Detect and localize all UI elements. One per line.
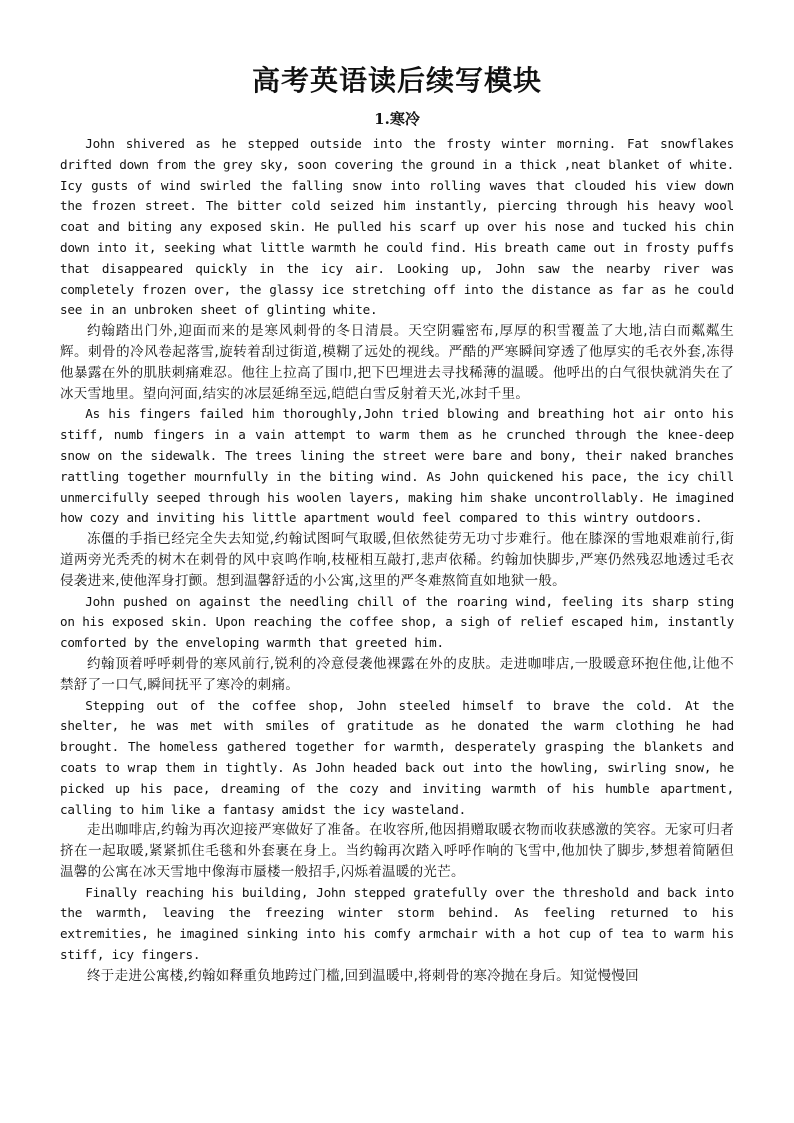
paragraph-en-5: Finally reaching his building, John stepped gratefully over the threshold and back into the warmth, leaving the freezing winter storm behind. As feeling returned to his extremities, he imagined sinking into his comfy armchair with a hot cup of tea to warm his stiff, icy fingers. <box>60 884 734 963</box>
paragraph-zh-2: 冻僵的手指已经完全失去知觉,约翰试图呵气取暖,但依然徒劳无功寸步难行。他在膝深的雪地艰难前行,街道两旁光秃秃的树木在刺骨的风中哀鸣作响,枝桠相互敲打,悲声依稀。约翰加快脚步,严寒仍然残忍地透过毛衣侵袭进来,使他浑身打颤。想到温馨舒适的小公寓,这里的严冬难熬简直如地狱一般。 <box>60 531 734 589</box>
document-title: 高考英语读后续写模块 <box>251 64 542 97</box>
document-page <box>60 62 734 987</box>
section-heading: 1.寒冷 <box>374 110 420 128</box>
paragraph-zh-5: 终于走进公寓楼,约翰如释重负地跨过门槛,回到温暖中,将刺骨的寒冷抛在身后。知觉慢慢回 <box>87 967 639 984</box>
paragraph-en-2: As his fingers failed him thoroughly,John tried blowing and breathing hot air onto his stiff, numb fingers in a vain attempt to warm them as he crunched through the knee-deep snow on the sidewalk. The trees lining the street were bare and bony, their naked branches rattling together mournfully in the biting wind. As John quickened his pace, the icy chill unmercifully seeped through his woolen layers, making him shake uncontrollably. He imagined how cozy and inviting his little apartment would feel compared to this wintry outdoors. <box>60 406 734 526</box>
paragraph-en-4: Stepping out of the coffee shop, John steeled himself to brave the cold. At the shelter, he was met with smiles of gratitude as he donated the warm clothing he had brought. The homeless gathered together for warmth, desperately grasping the blankets and coats to wrap them in tightly. As John headed back out into the howling, swirling snow, he picked up his pace, dreaming of the cozy and inviting warmth of his humble apartment, calling to him like a fantasy amidst the icy wasteland. <box>60 697 734 817</box>
paragraph-en-1: John shivered as he stepped outside into the frosty winter morning. Fat snowflakes drifted down from the grey sky, soon covering the ground in a thick ,neat blanket of white. Icy gusts of wind swirled the falling snow into rolling waves that clouded his view down the frozen street. The bitter cold seized him instantly, piercing through his heavy wool coat and biting any exposed skin. He pulled his scarf up over his nose and tucked his chin down into it, seeking what little warmth he could find. His breath came out in frosty puffs that disappeared quickly in the icy air. Looking up, John saw the nearby river was completely frozen over, the glassy ice stretching off into the distance as far as he could see in an unbroken sheet of glinting white. <box>60 136 734 318</box>
paragraph-zh-1: 约翰踏出门外,迎面而来的是寒风刺骨的冬日清晨。天空阴霾密布,厚厚的积雪覆盖了大地,洁白而粼粼生辉。刺骨的冷风卷起落雪,旋转着刮过街道,模糊了远处的视线。严酷的严寒瞬间穿透了他厚实的毛衣外套,冻得他暴露在外的肌肤刺痛难忍。他往上拉高了围巾,把下巴埋进去寻找稀薄的温暖。他呼出的白气很快就消失在了冰天雪地里。望向河面,结实的冰层延绵至远,皑皑白雪反射着天光,冰封千里。 <box>60 323 734 402</box>
paragraph-zh-3: 约翰顶着呼呼刺骨的寒风前行,锐利的冷意侵袭他裸露在外的皮肤。走进咖啡店,一股暖意环抱住他,让他不禁舒了一口气,瞬间抚平了寒冷的刺痛。 <box>60 655 734 693</box>
paragraph-en-3: John pushed on against the needling chill of the roaring wind, feeling its sharp sting on his exposed skin. Upon reaching the coffee shop, a sigh of relief escaped him, instantly comforted by the enveloping warmth that greeted him. <box>60 593 734 651</box>
paragraph-zh-4: 走出咖啡店,约翰为再次迎接严寒做好了准备。在收容所,他因捐赠取暖衣物而收获感激的笑容。无家可归者挤在一起取暖,紧紧抓住毛毯和外套裹在身上。当约翰再次踏入呼呼作响的飞雪中,他加快了脚步,梦想着简陋但温馨的公寓在冰天雪地中像海市蜃楼一般招手,闪烁着温暖的光芒。 <box>60 822 734 880</box>
